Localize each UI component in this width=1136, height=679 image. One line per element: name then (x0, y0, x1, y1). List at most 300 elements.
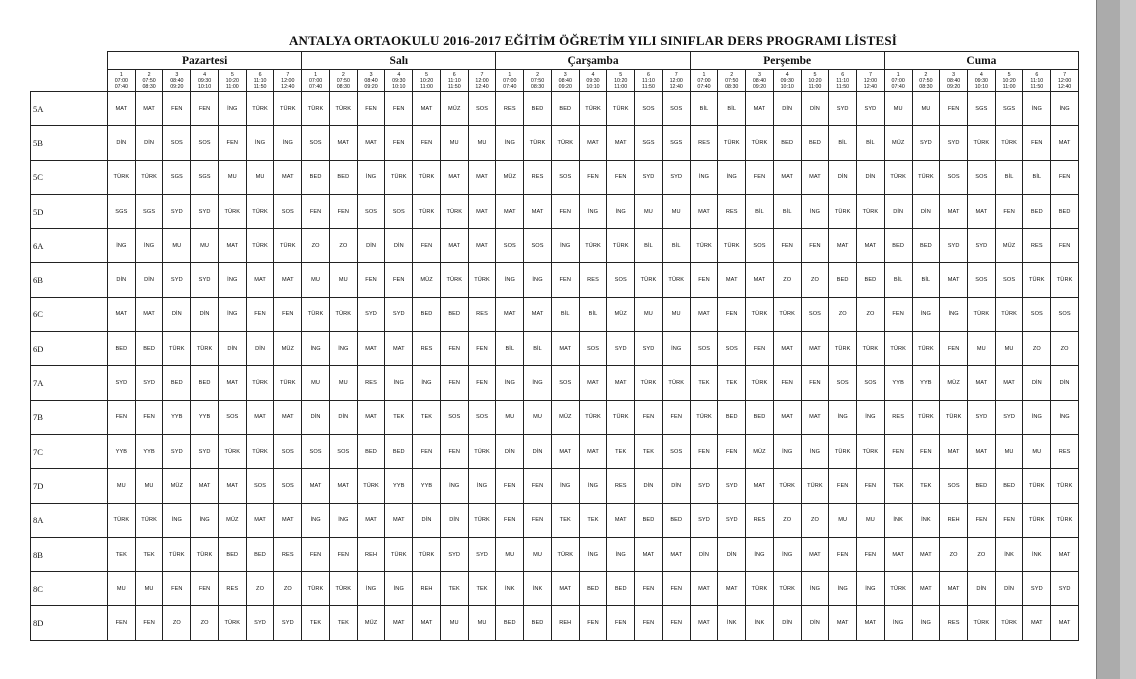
lesson-cell: MAT (274, 160, 302, 194)
lesson-cell: MÜZ (551, 400, 579, 434)
lesson-cell: SOS (801, 297, 829, 331)
lesson-cell: İNK (884, 503, 912, 537)
lesson-cell: SYD (968, 229, 996, 263)
lesson-cell: TÜRK (968, 297, 996, 331)
lesson-cell: SYD (635, 160, 663, 194)
slot-header (1051, 70, 1079, 92)
slot-end: 12:40 (475, 83, 489, 90)
lesson-cell: DİN (662, 469, 690, 503)
slot-header (329, 70, 357, 92)
lesson-cell: MAT (829, 606, 857, 640)
lesson-cell: SGS (191, 160, 219, 194)
lesson-cell: BED (884, 229, 912, 263)
lesson-cell: MAT (218, 366, 246, 400)
lesson-cell: SOS (524, 229, 552, 263)
lesson-cell: DİN (857, 160, 885, 194)
lesson-cell: REH (357, 537, 385, 571)
lesson-cell: FEN (524, 503, 552, 537)
lesson-cell: ZO (274, 572, 302, 606)
slot-num: 3 (563, 71, 567, 78)
lesson-cell: MU (440, 126, 468, 160)
lesson-cell: DİN (801, 92, 829, 126)
lesson-cell: İNG (829, 400, 857, 434)
lesson-cell: TÜRK (191, 332, 219, 366)
slot-end: 11:50 (642, 83, 655, 90)
lesson-cell: TÜRK (1023, 503, 1051, 537)
lesson-cell: BED (912, 229, 940, 263)
lesson-cell: FEN (163, 92, 191, 126)
lesson-cell: MU (662, 297, 690, 331)
lesson-cell: TEK (302, 606, 330, 640)
lesson-cell: DİN (108, 126, 136, 160)
lesson-cell: İNG (135, 229, 163, 263)
lesson-cell: İNG (773, 537, 801, 571)
lesson-cell: ZO (1023, 332, 1051, 366)
lesson-cell: SYD (718, 469, 746, 503)
lesson-cell: BED (524, 92, 552, 126)
lesson-cell: İNG (274, 126, 302, 160)
class-name: 8C (31, 572, 108, 606)
lesson-cell: FEN (773, 366, 801, 400)
lesson-cell: YYB (385, 469, 413, 503)
lesson-cell: RES (1023, 229, 1051, 263)
slot-header (968, 70, 996, 92)
lesson-cell: SOS (551, 366, 579, 400)
lesson-cell: SOS (995, 263, 1023, 297)
lesson-cell: TEK (607, 434, 635, 468)
slot-start: 12:00 (1057, 77, 1072, 84)
lesson-cell: TÜRK (108, 160, 136, 194)
lesson-cell: TÜRK (746, 297, 774, 331)
lesson-cell: SOS (607, 263, 635, 297)
lesson-cell: SYD (191, 263, 219, 297)
lesson-cell: MÜZ (746, 434, 774, 468)
lesson-cell: SGS (163, 160, 191, 194)
class-name: 7C (31, 434, 108, 468)
lesson-cell: MAT (246, 503, 274, 537)
lesson-cell: FEN (829, 469, 857, 503)
lesson-cell: MU (884, 92, 912, 126)
lesson-cell: RES (218, 572, 246, 606)
lesson-cell: TÜRK (413, 160, 441, 194)
lesson-cell: TÜRK (857, 332, 885, 366)
slot-num: 3 (758, 71, 761, 78)
class-row (31, 537, 1079, 571)
lesson-cell: İNG (829, 572, 857, 606)
lesson-cell: RES (468, 297, 496, 331)
lesson-cell: SYD (357, 297, 385, 331)
lesson-cell: TÜRK (829, 332, 857, 366)
lesson-cell: TEK (440, 572, 468, 606)
lesson-cell: ZO (801, 263, 829, 297)
lesson-cell: MAT (968, 434, 996, 468)
lesson-cell: RES (940, 606, 968, 640)
lesson-cell: TÜRK (884, 332, 912, 366)
class-name: 5B (31, 126, 108, 160)
lesson-cell: SOS (302, 126, 330, 160)
lesson-cell: RES (718, 194, 746, 228)
slot-end: 07:40 (697, 83, 711, 90)
slot-start: 08:40 (170, 77, 184, 84)
schedule-body (31, 92, 1079, 641)
lesson-cell: MU (218, 160, 246, 194)
lesson-cell: SOS (468, 92, 496, 126)
lesson-cell: RES (1051, 434, 1079, 468)
lesson-cell: DİN (440, 503, 468, 537)
lesson-cell: TÜRK (135, 160, 163, 194)
slot-start: 07:50 (142, 77, 156, 84)
slot-num: 4 (785, 71, 789, 78)
lesson-cell: TÜRK (274, 366, 302, 400)
class-row (31, 297, 1079, 331)
lesson-cell: FEN (385, 263, 413, 297)
lesson-cell: TÜRK (995, 606, 1023, 640)
slot-start: 12:00 (281, 77, 295, 84)
lesson-cell: TÜRK (746, 126, 774, 160)
slot-header (746, 70, 774, 92)
lesson-cell: BED (635, 503, 663, 537)
slot-start: 10:20 (225, 77, 239, 84)
lesson-cell: BİL (773, 194, 801, 228)
lesson-cell: MAT (413, 606, 441, 640)
lesson-cell: FEN (274, 297, 302, 331)
lesson-cell: İNK (995, 537, 1023, 571)
slot-end: 11:00 (808, 83, 822, 90)
lesson-cell: DİN (801, 606, 829, 640)
lesson-cell: BED (246, 537, 274, 571)
lesson-cell: SOS (163, 126, 191, 160)
class-name: 8A (31, 503, 108, 537)
lesson-cell: DİN (246, 332, 274, 366)
lesson-cell: İNG (440, 469, 468, 503)
lesson-cell: TEK (551, 503, 579, 537)
lesson-cell: İNG (746, 537, 774, 571)
lesson-cell: MAT (246, 263, 274, 297)
lesson-cell: TÜRK (773, 572, 801, 606)
slot-num: 1 (508, 71, 512, 78)
lesson-cell: FEN (690, 263, 718, 297)
lesson-cell: FEN (746, 160, 774, 194)
lesson-cell: FEN (829, 537, 857, 571)
slot-header (857, 70, 885, 92)
lesson-cell: SOS (690, 332, 718, 366)
slot-num: 4 (979, 71, 983, 78)
lesson-cell: İNK (1023, 537, 1051, 571)
lesson-cell: FEN (607, 606, 635, 640)
lesson-cell: MAT (801, 160, 829, 194)
schedule-table (30, 51, 1079, 641)
lesson-cell: FEN (385, 92, 413, 126)
slot-num: 5 (230, 71, 234, 78)
lesson-cell: SOS (246, 469, 274, 503)
lesson-cell: İNG (551, 469, 579, 503)
slot-header (524, 70, 552, 92)
lesson-cell: TÜRK (135, 503, 163, 537)
lesson-cell: SYD (468, 537, 496, 571)
lesson-cell: MU (635, 297, 663, 331)
lesson-cell: SGS (135, 194, 163, 228)
lesson-cell: FEN (468, 332, 496, 366)
lesson-cell: TÜRK (607, 229, 635, 263)
slot-end: 10:10 (197, 83, 212, 90)
lesson-cell: MAT (607, 503, 635, 537)
lesson-cell: SOS (329, 434, 357, 468)
lesson-cell: İNG (857, 572, 885, 606)
lesson-cell: TÜRK (884, 160, 912, 194)
lesson-cell: MAT (746, 469, 774, 503)
document-title: ANTALYA ORTAOKULU 2016-2017 EĞİTİM ÖĞRETİM YILI SINIFLAR DERS PROGRAMI LİSTESİ (288, 33, 898, 48)
lesson-cell: TEK (718, 366, 746, 400)
slot-start: 10:20 (614, 77, 628, 84)
slot-num: 3 (175, 71, 179, 78)
slot-end: 08:30 (530, 83, 545, 90)
lesson-cell: SOS (940, 469, 968, 503)
lesson-cell: DİN (496, 434, 524, 468)
lesson-cell: İNG (607, 537, 635, 571)
slot-header (662, 70, 690, 92)
lesson-cell: YYB (163, 400, 191, 434)
lesson-cell: BED (1051, 194, 1079, 228)
lesson-cell: SOS (968, 263, 996, 297)
lesson-cell: MU (524, 400, 552, 434)
lesson-cell: ZO (857, 297, 885, 331)
lesson-cell: FEN (496, 469, 524, 503)
lesson-cell: TÜRK (912, 332, 940, 366)
lesson-cell: SOS (1051, 297, 1079, 331)
lesson-cell: RES (274, 537, 302, 571)
lesson-cell: TEK (135, 537, 163, 571)
lesson-cell: TÜRK (968, 606, 996, 640)
lesson-cell: SOS (635, 92, 663, 126)
slot-header (468, 70, 496, 92)
lesson-cell: İNG (357, 572, 385, 606)
lesson-cell: MU (912, 92, 940, 126)
lesson-cell: BED (440, 297, 468, 331)
lesson-cell: DİN (968, 572, 996, 606)
slot-num: 4 (591, 71, 595, 78)
lesson-cell: SYD (662, 160, 690, 194)
lesson-cell: BED (385, 434, 413, 468)
lesson-cell: MAT (746, 263, 774, 297)
lesson-cell: FEN (218, 126, 246, 160)
lesson-cell: TÜRK (468, 263, 496, 297)
slot-num: 6 (1035, 71, 1039, 78)
lesson-cell: DİN (635, 469, 663, 503)
lesson-cell: MU (662, 194, 690, 228)
lesson-cell: MAT (385, 503, 413, 537)
class-name: 8D (31, 606, 108, 640)
lesson-cell: TÜRK (718, 229, 746, 263)
lesson-cell: TÜRK (413, 194, 441, 228)
lesson-cell: FEN (746, 332, 774, 366)
slot-header (440, 70, 468, 92)
lesson-cell: FEN (385, 126, 413, 160)
lesson-cell: DİN (1051, 366, 1079, 400)
class-row (31, 572, 1079, 606)
lesson-cell: TEK (413, 400, 441, 434)
lesson-cell: MAT (746, 92, 774, 126)
lesson-cell: İNG (662, 332, 690, 366)
lesson-cell: SYD (995, 400, 1023, 434)
slot-start: 10:20 (808, 77, 822, 84)
lesson-cell: FEN (718, 434, 746, 468)
lesson-cell: BED (662, 503, 690, 537)
lesson-cell: SOS (579, 332, 607, 366)
slot-start: 07:50 (725, 77, 739, 84)
lesson-cell: BİL (718, 92, 746, 126)
lesson-cell: YYB (135, 434, 163, 468)
lesson-cell: TÜRK (246, 194, 274, 228)
lesson-cell: TÜRK (801, 469, 829, 503)
lesson-cell: İNG (329, 332, 357, 366)
lesson-cell: MAT (551, 572, 579, 606)
slot-start: 07:00 (503, 77, 517, 84)
lesson-cell: TÜRK (1051, 263, 1079, 297)
slot-start: 10:20 (419, 77, 434, 84)
lesson-cell: FEN (108, 400, 136, 434)
lesson-cell: FEN (635, 400, 663, 434)
slot-num: 3 (369, 71, 373, 78)
lesson-cell: TEK (884, 469, 912, 503)
lesson-cell: MAT (524, 297, 552, 331)
class-name: 5D (31, 194, 108, 228)
lesson-cell: BED (829, 263, 857, 297)
lesson-cell: MU (995, 332, 1023, 366)
lesson-cell: SOS (496, 229, 524, 263)
lesson-cell: TÜRK (1023, 469, 1051, 503)
lesson-cell: İNG (218, 92, 246, 126)
lesson-cell: SOS (468, 400, 496, 434)
slot-end: 11:50 (836, 83, 850, 90)
lesson-cell: İNG (579, 469, 607, 503)
lesson-cell: SYD (968, 400, 996, 434)
lesson-cell: SYD (690, 503, 718, 537)
lesson-cell: MU (995, 434, 1023, 468)
lesson-cell: SOS (857, 366, 885, 400)
lesson-cell: MAT (274, 400, 302, 434)
lesson-cell: TÜRK (302, 92, 330, 126)
lesson-cell: TÜRK (718, 126, 746, 160)
lesson-cell: İNG (385, 572, 413, 606)
slot-end: 09:20 (170, 83, 184, 90)
slot-start: 09:30 (197, 77, 212, 84)
lesson-cell: MAT (773, 160, 801, 194)
lesson-cell: TÜRK (468, 434, 496, 468)
lesson-cell: FEN (108, 606, 136, 640)
lesson-cell: MAT (357, 126, 385, 160)
class-name: 6A (31, 229, 108, 263)
lesson-cell: SGS (662, 126, 690, 160)
slot-num: 7 (674, 71, 678, 78)
lesson-cell: ZO (329, 229, 357, 263)
lesson-cell: FEN (801, 366, 829, 400)
lesson-cell: TÜRK (302, 297, 330, 331)
lesson-cell: TÜRK (912, 160, 940, 194)
lesson-cell: TÜRK (1051, 503, 1079, 537)
lesson-cell: SGS (995, 92, 1023, 126)
lesson-cell: İNG (524, 366, 552, 400)
lesson-cell: TÜRK (940, 400, 968, 434)
slot-num: 1 (119, 71, 123, 78)
slot-header (413, 70, 441, 92)
day-header-row (31, 52, 1079, 70)
lesson-cell: SYD (1023, 572, 1051, 606)
lesson-cell: MU (246, 160, 274, 194)
slot-start: 07:00 (697, 77, 711, 84)
lesson-cell: İNG (1023, 400, 1051, 434)
lesson-cell: İNG (912, 606, 940, 640)
lesson-cell: TÜRK (579, 229, 607, 263)
lesson-cell: FEN (912, 434, 940, 468)
lesson-cell: MAT (801, 332, 829, 366)
lesson-cell: MAT (718, 572, 746, 606)
lesson-cell: BİL (995, 160, 1023, 194)
slot-header (551, 70, 579, 92)
lesson-cell: MU (496, 537, 524, 571)
lesson-cell: MAT (940, 572, 968, 606)
lesson-cell: MU (468, 126, 496, 160)
lesson-cell: SOS (829, 366, 857, 400)
lesson-cell: ZO (773, 503, 801, 537)
slot-end: 10:10 (586, 83, 600, 90)
lesson-cell: FEN (579, 606, 607, 640)
lesson-cell: MAT (607, 126, 635, 160)
lesson-cell: BED (413, 297, 441, 331)
lesson-cell: İNG (607, 194, 635, 228)
lesson-cell: FEN (440, 332, 468, 366)
lesson-cell: DİN (829, 160, 857, 194)
lesson-cell: MAT (579, 434, 607, 468)
lesson-cell: TEK (912, 469, 940, 503)
lesson-cell: MAT (940, 263, 968, 297)
lesson-cell: YYB (108, 434, 136, 468)
slot-start: 11:10 (1030, 77, 1044, 84)
lesson-cell: İNG (108, 229, 136, 263)
lesson-cell: İNG (801, 194, 829, 228)
lesson-cell: MAT (302, 469, 330, 503)
slot-start: 07:50 (336, 77, 350, 84)
slot-end: 07:40 (503, 83, 517, 90)
lesson-cell: İNG (801, 434, 829, 468)
lesson-cell: SYD (163, 194, 191, 228)
slot-end: 11:50 (253, 83, 267, 90)
lesson-cell: FEN (191, 92, 219, 126)
lesson-cell: BED (773, 126, 801, 160)
lesson-cell: SOS (718, 332, 746, 366)
lesson-cell: FEN (995, 503, 1023, 537)
lesson-cell: MAT (857, 229, 885, 263)
lesson-cell: ZO (163, 606, 191, 640)
lesson-cell: MAT (635, 537, 663, 571)
lesson-cell: SOS (746, 229, 774, 263)
lesson-cell: MU (329, 263, 357, 297)
slot-start: 11:10 (447, 77, 461, 84)
class-row (31, 366, 1079, 400)
lesson-cell: TEK (690, 366, 718, 400)
lesson-cell: MAT (801, 400, 829, 434)
lesson-cell: FEN (357, 263, 385, 297)
lesson-cell: BED (524, 606, 552, 640)
lesson-cell: SOS (440, 400, 468, 434)
lesson-cell: DİN (1023, 366, 1051, 400)
lesson-cell: MU (108, 469, 136, 503)
lesson-cell: FEN (857, 537, 885, 571)
slot-end: 12:40 (863, 83, 878, 90)
slot-header (496, 70, 524, 92)
slot-start: 07:00 (114, 77, 128, 84)
lesson-cell: İNG (246, 126, 274, 160)
lesson-cell: FEN (191, 572, 219, 606)
